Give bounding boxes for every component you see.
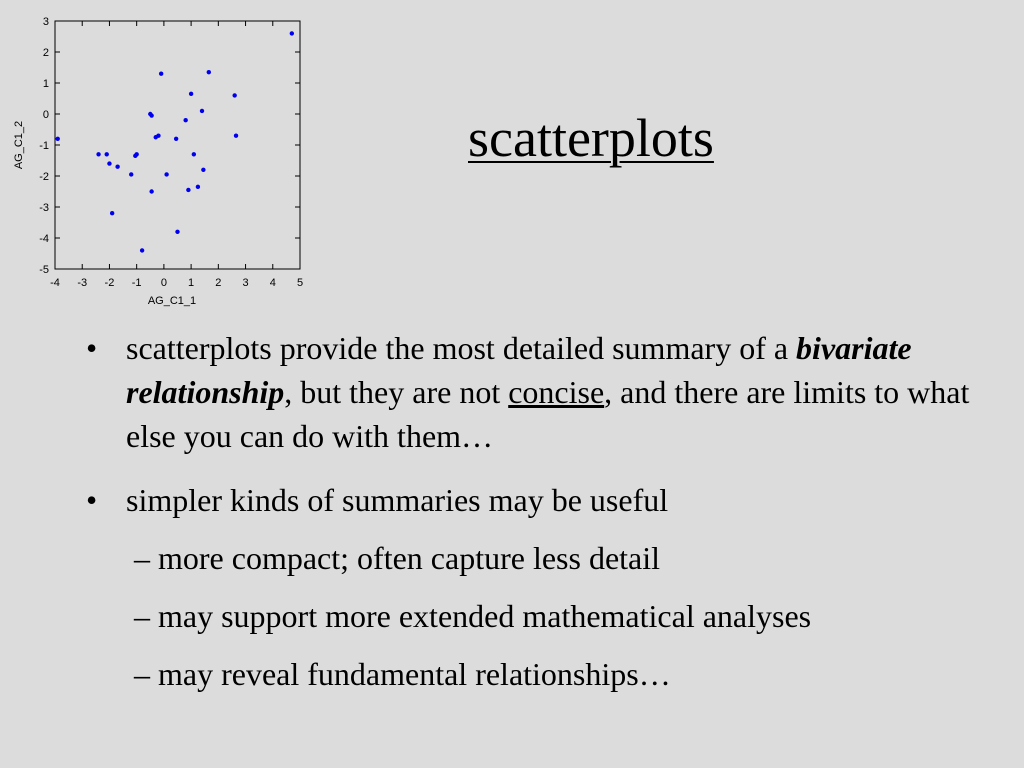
data-point — [159, 72, 163, 76]
x-tick-label: -4 — [50, 277, 60, 289]
data-point — [186, 188, 190, 192]
data-point — [129, 172, 133, 176]
data-point — [115, 165, 119, 169]
data-point — [196, 185, 200, 189]
y-tick-label: 1 — [42, 78, 49, 90]
data-point — [156, 134, 160, 138]
bullet-text-part: , and there are limits to what else you can do with them… — [126, 374, 970, 454]
y-axis-label: AG_C1_2 — [13, 120, 25, 170]
axis-ticks — [39, 16, 303, 289]
data-point — [149, 189, 153, 193]
data-point — [110, 211, 114, 215]
data-point — [189, 92, 193, 96]
bullet-text-part: scatterplots provide the most detailed summary of a — [126, 330, 797, 366]
y-tick-label: 2 — [42, 47, 49, 59]
data-point — [56, 137, 60, 141]
y-tick-label: 3 — [42, 16, 49, 28]
bullet-text-part: , but they are not — [284, 374, 509, 410]
y-tick-label: 0 — [42, 109, 49, 121]
x-tick-label: 3 — [242, 277, 249, 289]
y-tick-label: -4 — [39, 233, 49, 245]
data-point — [183, 118, 187, 122]
x-tick-label: 1 — [188, 277, 195, 289]
data-point — [107, 161, 111, 165]
x-tick-label: 5 — [296, 277, 304, 289]
y-tick-label: -3 — [39, 202, 49, 214]
x-axis-label: AG_C1_1 — [147, 295, 197, 307]
data-point — [140, 248, 144, 252]
x-tick-label: 4 — [269, 277, 276, 289]
data-point — [207, 70, 211, 74]
x-tick-label: -3 — [77, 277, 88, 289]
data-point — [201, 168, 205, 172]
data-point — [175, 230, 179, 234]
sub-bullet-item: – more compact; often capture less detail — [134, 540, 661, 576]
data-point — [164, 172, 168, 176]
data-point — [290, 31, 294, 35]
data-points — [56, 31, 295, 252]
x-tick-label: -2 — [104, 277, 115, 289]
bullet-mark: • — [86, 482, 98, 518]
data-point — [192, 152, 196, 156]
y-tick-label: -2 — [39, 171, 49, 183]
slide-title: scatterplots — [468, 108, 714, 168]
x-tick-label: 0 — [160, 277, 167, 289]
x-tick-label: -1 — [131, 277, 142, 289]
data-point — [174, 137, 178, 141]
bullet-mark: • — [86, 330, 98, 366]
bullet-text — [126, 326, 976, 458]
underlined-text: concise — [508, 374, 605, 410]
sub-bullet-item: – may support more extended mathematical analyses — [134, 598, 812, 634]
y-tick-label: -1 — [39, 140, 49, 152]
bullet-text: simpler kinds of summaries may be useful — [126, 482, 669, 518]
x-tick-label: 2 — [215, 277, 222, 289]
data-point — [234, 134, 238, 138]
data-point — [200, 109, 204, 113]
scatterplot-chart — [0, 0, 320, 320]
y-tick-label: -5 — [39, 264, 49, 276]
data-point — [96, 152, 100, 156]
data-point — [134, 152, 138, 156]
data-point — [149, 113, 153, 117]
data-point — [232, 93, 236, 97]
sub-bullet-item: – may reveal fundamental relationships… — [134, 656, 671, 692]
emphasis-text: bivariate relationship — [126, 330, 912, 410]
data-point — [105, 152, 109, 156]
